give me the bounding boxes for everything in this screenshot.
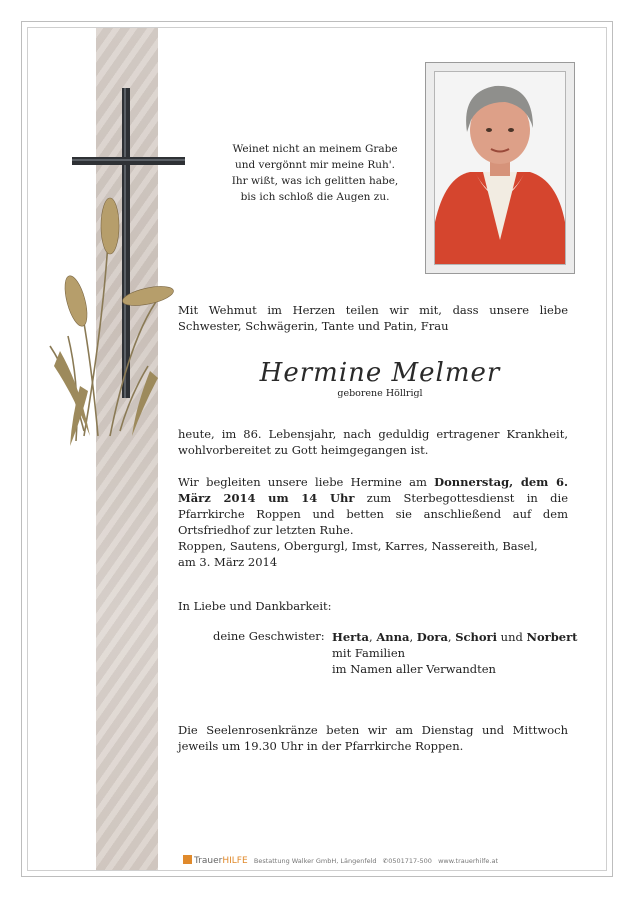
deceased-name: Hermine Melmer: [259, 358, 501, 388]
rosary-text: Die Seelenrosenkränze beten wir am Dienstag und Mittwoch jeweils um 19.30 Uhr in der Pfarrkirche Roppen.: [178, 723, 568, 753]
closing-text: In Liebe und Dankbarkeit:: [178, 599, 332, 613]
birth-name: geborene Höllrigl: [337, 388, 423, 399]
intro-text: Mit Wehmut im Herzen teilen wir mit, dass unsere liebe Schwester, Schwägerin, Tante und Patin, Frau: [178, 303, 568, 333]
mourners-label: deine Geschwister:: [213, 629, 325, 643]
mourners-line2: mit Familien: [332, 646, 406, 660]
website-link[interactable]: www.trauerhilfe.at: [438, 857, 499, 865]
trauerhilfe-logo-icon: [183, 855, 192, 864]
mourners-list: [332, 629, 577, 677]
mourners-line3: im Namen aller Verwandten: [332, 662, 496, 676]
footer: [183, 855, 498, 866]
funeral-text-end: zum Sterbegottesdienst in die Pfarrkirche Roppen und betten sie anschließend auf dem Ortsfriedhof zur letzten Ruhe.: [178, 491, 568, 537]
funeral-date: Donnerstag, dem 6. März 2014 um 14 Uhr: [178, 475, 569, 505]
funeral-text-start: Wir begleiten unsere liebe Hermine am: [178, 475, 435, 489]
phone-icon: ✆: [382, 857, 389, 865]
mourner-name: Anna: [376, 630, 410, 644]
poem-line: Ihr wißt, was ich gelitten habe,: [231, 175, 399, 187]
portrait-frame: [425, 62, 575, 274]
mourner-name: Dora: [416, 630, 448, 644]
portrait-photo: [434, 71, 566, 265]
mourner-name: Herta: [332, 630, 370, 644]
places-text: Roppen, Sautens, Obergurgl, Imst, Karres, Nassereith, Basel,: [178, 539, 538, 553]
company-name: Bestattung Walker GmbH, Längenfeld: [253, 857, 377, 865]
and-word: und: [500, 630, 523, 644]
funeral-text: [178, 474, 568, 538]
cross-wheat-ornament: [40, 86, 200, 456]
date-line: am 3. März 2014: [178, 555, 278, 569]
mourner-name: Schori: [455, 630, 497, 644]
poem-line: Weinet nicht an meinem Grabe: [232, 143, 398, 155]
phone-number: 0501717-500: [388, 857, 432, 865]
poem: [215, 141, 415, 205]
brand-name: TrauerHILFE: [194, 856, 248, 866]
poem-line: und vergönnt mir meine Ruh'.: [234, 159, 396, 171]
passing-text: heute, im 86. Lebensjahr, nach geduldig ertragener Krankheit, wohlvorbereitet zu Gott heimgegangen ist.: [178, 427, 568, 457]
mourners-names: Herta, Anna, Dora, Schori und Norbert: [332, 630, 578, 644]
mourner-name: Norbert: [526, 630, 578, 644]
poem-line: bis ich schloß die Augen zu.: [240, 191, 390, 203]
